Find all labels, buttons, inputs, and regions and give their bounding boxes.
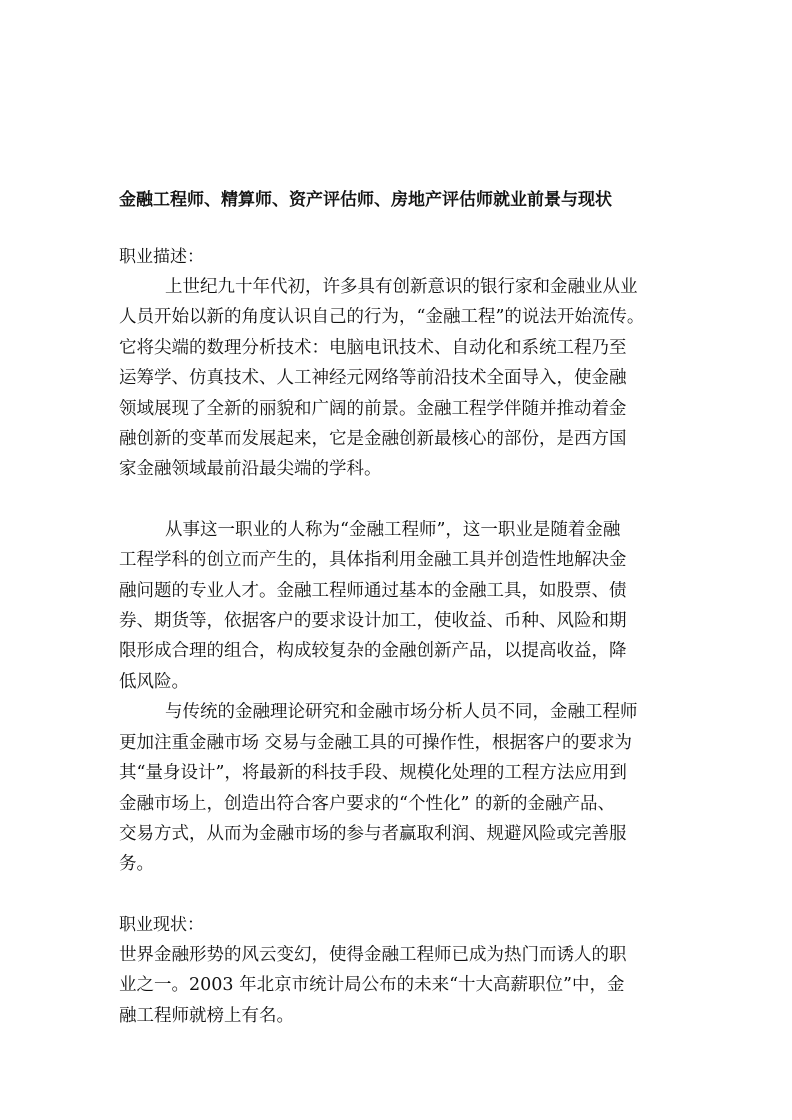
section-heading-job-description: 职业描述： bbox=[119, 247, 204, 267]
text-line: 更加注重金融市场 交易与金融工具的可操作性，根据客户的要求为 bbox=[119, 732, 633, 753]
text-line: 融工程师就榜上有名。 bbox=[119, 1005, 294, 1026]
text-line: 它将尖端的数理分析技术：电脑电讯技术、自动化和系统工程乃至 bbox=[119, 337, 627, 358]
paragraph-engineer-role bbox=[119, 515, 674, 697]
text-line: 与传统的金融理论研究和金融市场分析人员不同，金融工程师 bbox=[165, 702, 638, 723]
text-line: 人员开始以新的角度认识自己的行为，“金融工程”的说法开始流传。 bbox=[119, 307, 645, 328]
text-line: 融问题的专业人才。金融工程师通过基本的金融工具，如股票、债 bbox=[119, 580, 627, 601]
text-line: 其“量身设计”，将最新的科技手段、规模化处理的工程方法应用到 bbox=[119, 763, 627, 784]
spacer bbox=[119, 880, 674, 910]
text-line: 券、期货等，依据客户的要求设计加工，使收益、币种、风险和期 bbox=[119, 611, 627, 632]
text-line: 领域展现了全新的丽貌和广阔的前景。金融工程学伴随并推动着金 bbox=[119, 398, 627, 419]
document-title: 金融工程师、精算师、资产评估师、房地产评估师就业前景与现状 bbox=[119, 190, 612, 210]
text-line: 务。 bbox=[119, 854, 154, 875]
document-page bbox=[119, 186, 674, 1031]
section-heading-job-status: 职业现状： bbox=[119, 914, 204, 935]
text-line: 业之一。2003 年北京市统计局公布的未来“十大高薪职位”中，金 bbox=[119, 975, 625, 996]
text-line: 从事这一职业的人称为“金融工程师”，这一职业是随着金融 bbox=[165, 519, 621, 540]
text-line: 世界金融形势的风云变幻，使得金融工程师已成为热门而诱人的职 bbox=[119, 944, 627, 965]
text-line: 运筹学、仿真技术、人工神经元网络等前沿技术全面导入，使金融 bbox=[119, 368, 627, 389]
spacer bbox=[119, 485, 674, 515]
paragraph-status bbox=[119, 940, 674, 1031]
text-line: 家金融领域最前沿最尖端的学科。 bbox=[119, 459, 382, 480]
text-line: 融创新的变革而发展起来，它是金融创新最核心的部份，是西方国 bbox=[119, 429, 627, 450]
text-line: 上世纪九十年代初，许多具有创新意识的银行家和金融业从业 bbox=[165, 277, 638, 297]
paragraph-intro bbox=[119, 272, 674, 485]
text-line: 交易方式，从而为金融市场的参与者赢取利润、规避风险或完善服 bbox=[119, 823, 627, 844]
text-line: 低风险。 bbox=[119, 671, 189, 692]
text-line: 工程学科的创立而产生的，具体指利用金融工具并创造性地解决金 bbox=[119, 550, 627, 571]
text-line: 金融市场上，创造出符合客户要求的“个性化” 的新的金融产品、 bbox=[119, 793, 615, 814]
paragraph-comparison bbox=[119, 697, 674, 879]
text-line: 限形成合理的组合，构成较复杂的金融创新产品，以提高收益，降 bbox=[119, 641, 627, 662]
